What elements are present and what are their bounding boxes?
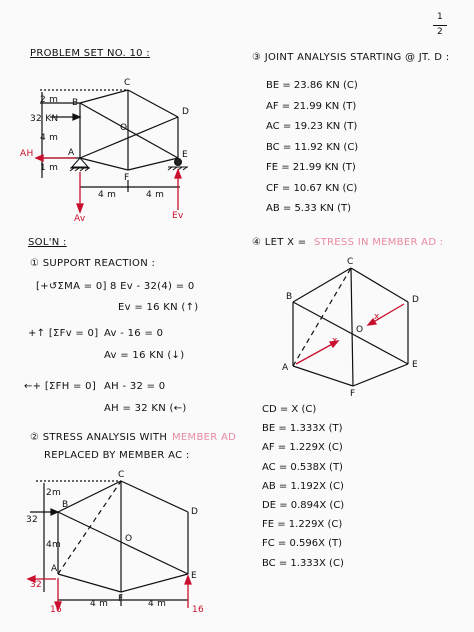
step-stress-analysis-c: REPLACED BY MEMBER AC : [44, 450, 190, 461]
member-force-result: AB = 5.33 KN (T) [266, 203, 352, 214]
eq-vertical-right: Av - 16 = 0 [104, 328, 164, 339]
fig2-reaction-ev: 16 [192, 605, 205, 615]
fig2-dim-2m: 2m [46, 488, 62, 498]
fig3-label-e: E [412, 360, 418, 370]
page-number-numerator: 1 [437, 12, 444, 22]
fig3-force-x-a: x [332, 336, 338, 346]
fig2-reaction-ah: 32 [30, 580, 43, 590]
member-force-result: FE = 1.229X (C) [262, 519, 343, 531]
fig1-reaction-av: Av [74, 214, 86, 224]
eq-horizontal-right: AH - 32 = 0 [104, 381, 166, 392]
fig3-label-a: A [282, 363, 289, 373]
fig1-label-f: F [124, 173, 130, 183]
member-force-result: CF = 10.67 KN (C) [266, 182, 358, 194]
fig2-label-b: B [62, 500, 69, 510]
fig1-label-d: D [182, 107, 190, 117]
fig3-label-f: F [350, 389, 356, 399]
fig2-label-a: A [51, 564, 58, 574]
step-let-x-a: ④ LET X = [252, 237, 307, 248]
fig2-load-32: 32 [26, 515, 39, 525]
fig1-dim-1m: 1 m [40, 163, 59, 173]
member-force-result: AB = 1.192X (C) [262, 480, 344, 492]
eq-moment-left: [+↺ΣMA = 0] [36, 281, 107, 292]
member-force-result: AC = 19.23 KN (T) [266, 121, 358, 132]
member-force-result: BE = 23.86 KN (C) [266, 80, 358, 91]
eq-horizontal-result: AH = 32 KN (←) [104, 403, 187, 414]
page-number-denominator: 2 [437, 27, 444, 37]
member-force-result: BC = 11.92 KN (C) [266, 141, 359, 153]
step-joint-analysis: ③ JOINT ANALYSIS STARTING @ JT. D : [252, 52, 450, 63]
step-stress-analysis-a: ② STRESS ANALYSIS WITH [30, 432, 168, 443]
soln-heading: SOL'N : [28, 237, 67, 248]
eq-moment-right: 8 Ev - 32(4) = 0 [110, 281, 195, 292]
fig1-label-c: C [124, 78, 131, 88]
eq-horizontal-left: ←+ [ΣFH = 0] [24, 381, 97, 392]
fig3-label-b: B [286, 292, 293, 302]
member-force-result: DE = 0.894X (C) [262, 500, 345, 511]
eq-vertical-left: +↑ [ΣFv = 0] [28, 328, 99, 339]
member-force-result: BE = 1.333X (T) [262, 423, 343, 435]
fig2-label-f: F [118, 594, 124, 604]
fig3-label-d: D [412, 295, 420, 305]
problem-title: PROBLEM SET NO. 10 : [30, 48, 150, 59]
step-support-reaction: ① SUPPORT REACTION : [30, 258, 156, 269]
fig2-label-o: O [125, 534, 133, 544]
fig1-reaction-ev: Ev [172, 211, 184, 221]
fig2-label-d: D [191, 507, 199, 517]
fig1-reaction-ah: AH [20, 149, 34, 159]
fig2-base-left: 4 m [90, 599, 109, 609]
eq-vertical-result: Av = 16 KN (↓) [104, 350, 185, 361]
fig3-label-c: C [347, 257, 354, 267]
member-force-result: AF = 1.229X (C) [262, 442, 343, 454]
fig1-label-b: B [72, 98, 79, 108]
fig2-dim-4m: 4m [46, 540, 62, 550]
fig1-label-o: O [120, 123, 128, 133]
member-force-result: AF = 21.99 KN (T) [266, 100, 357, 112]
fig1-label-e: E [182, 150, 188, 160]
fig1-base-right: 4 m [146, 190, 165, 200]
eq-moment-result: Ev = 16 KN (↑) [118, 302, 199, 313]
member-force-result: FC = 0.596X (T) [262, 538, 343, 550]
member-force-result: FE = 21.99 KN (T) [266, 162, 356, 173]
member-force-result: CD = X (C) [262, 404, 317, 415]
fig3-label-o: O [356, 325, 364, 335]
fig2-label-c: C [118, 470, 125, 480]
fig1-dim-4m: 4 m [40, 133, 59, 143]
fig3-force-x-d: x [374, 312, 380, 322]
fig2-base-right: 4 m [148, 599, 167, 609]
member-force-result: BC = 1.333X (C) [262, 557, 344, 569]
fig1-base-left: 4 m [98, 190, 117, 200]
fig2-reaction-av: 16 [50, 605, 63, 615]
step-stress-analysis-b: MEMBER AD [172, 432, 237, 443]
step-let-x-b: STRESS IN MEMBER AD : [314, 237, 444, 248]
fig1-label-a: A [68, 148, 75, 158]
fig2-label-e: E [191, 571, 197, 581]
fig1-dim-2m: 2 m [40, 95, 59, 105]
fig1-load-32kn: 32 KN [30, 114, 59, 124]
member-force-result: AC = 0.538X (T) [262, 461, 343, 473]
